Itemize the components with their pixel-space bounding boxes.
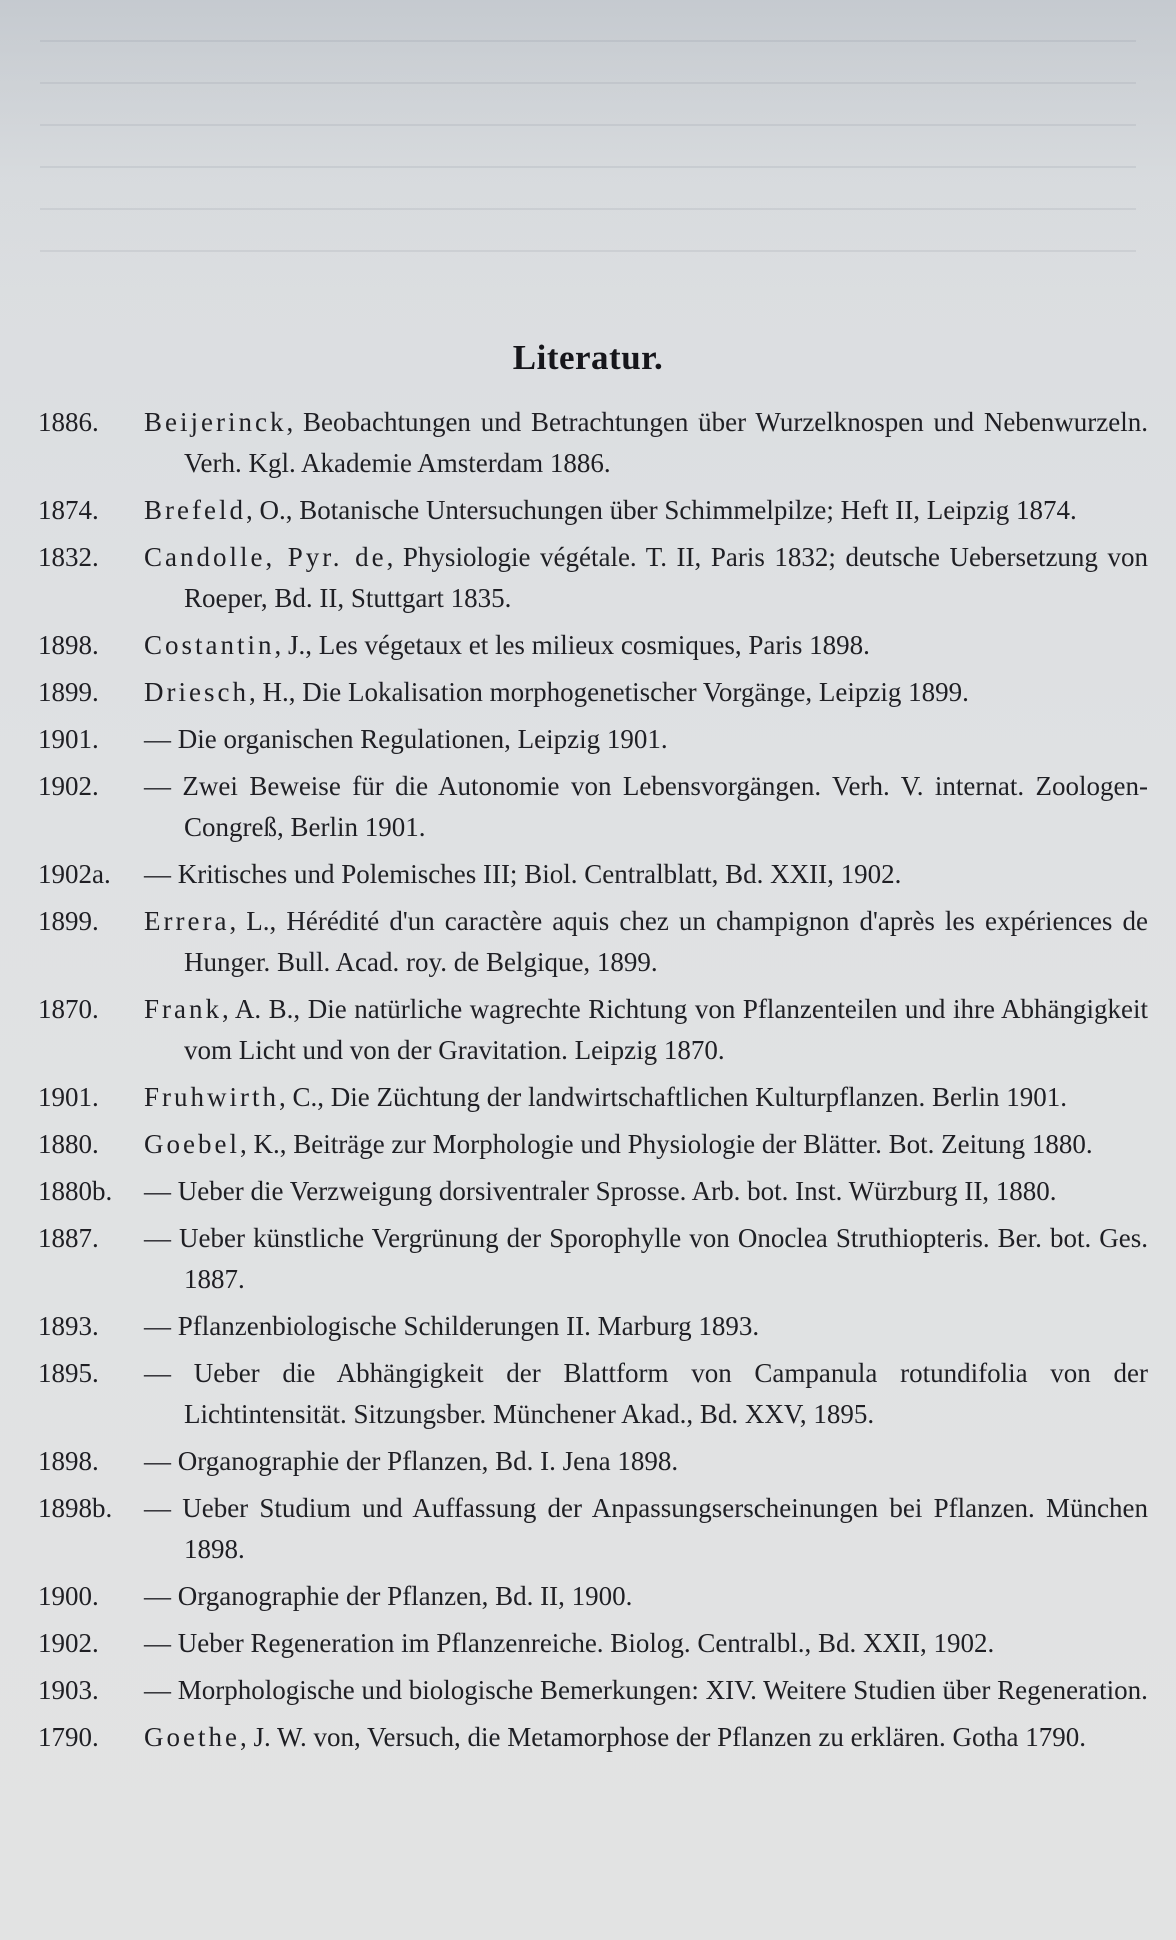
entry-year: 1900. (38, 1581, 99, 1611)
bibliography-entry (38, 402, 1148, 484)
bibliography-list (38, 402, 1148, 1764)
entry-details: , O., Botanische Untersuchungen über Schimmelpilze; Heft II, Leipzig 1874. (245, 495, 1077, 525)
entry-author: Candolle, Pyr. de (144, 542, 387, 572)
bibliography-entry (38, 537, 1148, 619)
entry-author: Goebel (144, 1129, 240, 1159)
entry-details: — Organographie der Pflanzen, Bd. I. Jena 1898. (144, 1446, 679, 1476)
entry-details: , J., Les végetaux et les milieux cosmiques, Paris 1898. (274, 630, 870, 660)
entry-author: Frank (144, 994, 222, 1024)
entry-year: 1901. (38, 1082, 99, 1112)
bibliography-entry (38, 1488, 1148, 1570)
entry-details: , K., Beiträge zur Morphologie und Physiologie der Blätter. Bot. Zeitung 1880. (239, 1129, 1093, 1159)
entry-details: , H., Die Lokalisation morphogenetischer Vorgänge, Leipzig 1899. (248, 677, 969, 707)
entry-details: — Morphologische und biologische Bemerkungen: XIV. Weitere Studien über Regeneration. (144, 1675, 1148, 1705)
entry-year: 1870. (38, 994, 99, 1024)
entry-details: , Physiologie végétale. T. II, Paris 1832; deutsche Uebersetzung von Roeper, Bd. II, Stuttgart 1835. (184, 542, 1148, 613)
entry-citation (144, 1218, 1148, 1300)
bibliography-entry (38, 1717, 1148, 1758)
entry-citation (144, 1171, 1148, 1212)
bibliography-entry (38, 1218, 1148, 1300)
entry-year: 1901. (38, 724, 99, 754)
entry-citation (144, 490, 1148, 531)
entry-year: 1874. (38, 495, 99, 525)
entry-year: 1903. (38, 1675, 99, 1705)
bibliography-entry (38, 766, 1148, 848)
entry-details: — Ueber künstliche Vergrünung der Sporophylle von Onoclea Struthiopteris. Ber. bot. Ges. 1887. (144, 1223, 1148, 1294)
entry-citation (144, 1717, 1148, 1758)
bibliography-entry (38, 854, 1148, 895)
entry-citation (144, 766, 1148, 848)
bibliography-entry (38, 1623, 1148, 1664)
entry-author: Fruhwirth (144, 1082, 279, 1112)
bibliography-entry (38, 1077, 1148, 1118)
entry-year: 1895. (38, 1358, 99, 1388)
entry-year: 1790. (38, 1722, 99, 1752)
entry-details: , J. W. von, Versuch, die Metamorphose der Pflanzen zu erklären. Gotha 1790. (239, 1722, 1087, 1752)
entry-citation (144, 672, 1148, 713)
entry-citation (144, 1488, 1148, 1570)
entry-year: 1902a. (38, 859, 111, 889)
entry-details: , A. B., Die natürliche wagrechte Richtung von Pflanzenteilen und ihre Abhängigkeit vom Licht und von der Gravitation. Leipzig 1870. (184, 994, 1148, 1065)
bibliography-entry (38, 719, 1148, 760)
entry-details: — Ueber Studium und Auffassung der Anpassungserscheinungen bei Pflanzen. München 1898. (144, 1493, 1148, 1564)
entry-year: 1902. (38, 1628, 99, 1658)
entry-year: 1898b. (38, 1493, 113, 1523)
entry-citation (144, 1306, 1148, 1347)
entry-details: — Ueber die Verzweigung dorsiventraler Sprosse. Arb. bot. Inst. Würzburg II, 1880. (144, 1176, 1057, 1206)
entry-year: 1832. (38, 542, 99, 572)
entry-details: — Ueber die Abhängigkeit der Blattform von Campanula rotundifolia von der Lichtintensität. Sitzungsber. Münchener Akad., Bd. XXV, 1895. (144, 1358, 1148, 1429)
bibliography-entry (38, 989, 1148, 1071)
entry-year: 1899. (38, 677, 99, 707)
entry-author: Costantin (144, 630, 275, 660)
entry-citation (144, 989, 1148, 1071)
bibliography-entry (38, 1353, 1148, 1435)
entry-author: Brefeld (144, 495, 246, 525)
entry-details: , L., Hérédité d'un caractère aquis chez un champignon d'après les expériences de Hunger. Bull. Acad. roy. de Belgique, 1899. (184, 906, 1148, 977)
entry-citation (144, 537, 1148, 619)
entry-details: — Die organischen Regulationen, Leipzig 1901. (144, 724, 668, 754)
bibliography-entry (38, 1306, 1148, 1347)
entry-year: 1898. (38, 630, 99, 660)
bibliography-entry (38, 1441, 1148, 1482)
entry-details: — Ueber Regeneration im Pflanzenreiche. Biolog. Centralbl., Bd. XXII, 1902. (144, 1628, 995, 1658)
bibliography-entry (38, 1124, 1148, 1165)
entry-citation (144, 1670, 1148, 1711)
bibliography-entry (38, 490, 1148, 531)
entry-year: 1887. (38, 1223, 99, 1253)
entry-citation (144, 1441, 1148, 1482)
bibliography-entry (38, 1171, 1148, 1212)
entry-citation (144, 719, 1148, 760)
entry-citation (144, 402, 1148, 484)
bibliography-entry (38, 1670, 1148, 1711)
entry-year: 1893. (38, 1311, 99, 1341)
entry-details: — Kritisches und Polemisches III; Biol. Centralblatt, Bd. XXII, 1902. (144, 859, 902, 889)
entry-citation (144, 901, 1148, 983)
entry-citation (144, 1077, 1148, 1118)
entry-details: — Organographie der Pflanzen, Bd. II, 1900. (144, 1581, 633, 1611)
entry-details: , Beobachtungen und Betrachtungen über Wurzelknospen und Nebenwurzeln. Verh. Kgl. Akademie Amsterdam 1886. (184, 407, 1148, 478)
entry-details: — Pflanzenbiologische Schilderungen II. Marburg 1893. (144, 1311, 760, 1341)
entry-citation (144, 854, 1148, 895)
bibliography-entry (38, 672, 1148, 713)
entry-author: Beijerinck (144, 407, 287, 437)
entry-details: — Zwei Beweise für die Autonomie von Lebensvorgängen. Verh. V. internat. Zoologen-Congreß, Berlin 1901. (144, 771, 1148, 842)
entry-details: , C., Die Züchtung der landwirtschaftlichen Kulturpflanzen. Berlin 1901. (279, 1082, 1068, 1112)
bibliography-entry (38, 1576, 1148, 1617)
entry-citation (144, 1124, 1148, 1165)
entry-year: 1880. (38, 1129, 99, 1159)
entry-author: Driesch (144, 677, 249, 707)
entry-citation (144, 1576, 1148, 1617)
entry-author: Errera (144, 906, 230, 936)
bibliography-entry (38, 625, 1148, 666)
entry-year: 1886. (38, 407, 99, 437)
entry-author: Goethe (144, 1722, 240, 1752)
bleed-through-area (0, 0, 1176, 300)
entry-year: 1880b. (38, 1176, 113, 1206)
entry-year: 1902. (38, 771, 99, 801)
entry-citation (144, 1623, 1148, 1664)
entry-year: 1899. (38, 906, 99, 936)
entry-year: 1898. (38, 1446, 99, 1476)
entry-citation (144, 1353, 1148, 1435)
entry-citation (144, 625, 1148, 666)
bibliography-entry (38, 901, 1148, 983)
page-heading: Literatur. (512, 338, 664, 377)
